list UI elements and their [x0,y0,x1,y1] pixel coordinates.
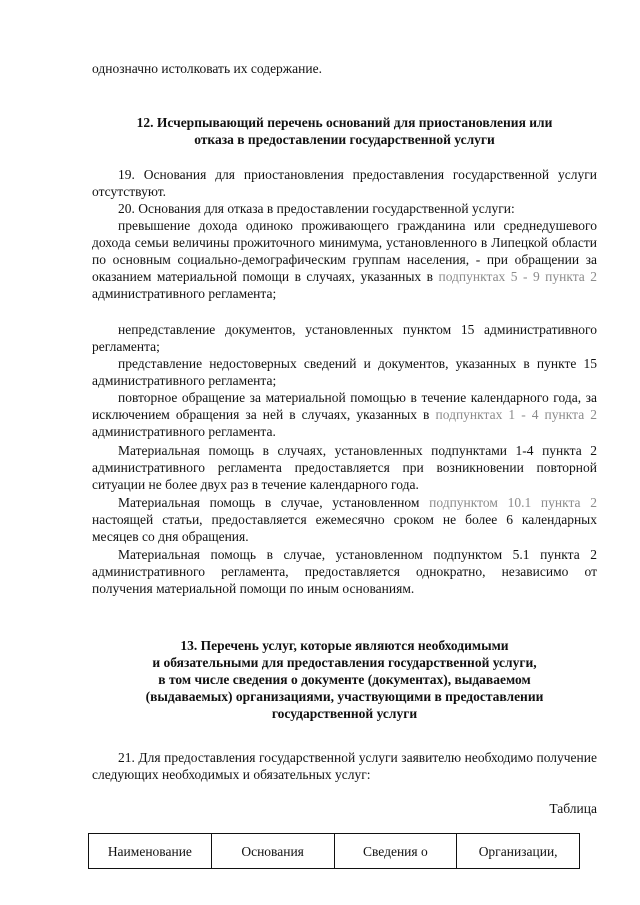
paragraph-material-2-tail: настоящей статьи, предоставляется ежемесячно сроком не более 6 календарных месяцев со дня обращения. [92,512,597,544]
section-13-heading-line4: (выдаваемых) организациями, участвующими в предоставлении [145,689,544,704]
table-header-cell: Сведения о [334,834,457,869]
services-table [88,833,580,869]
table-header-row [89,834,580,869]
section-12-heading-line2: отказа в предоставлении государственной услуги [194,132,495,147]
section-13-heading-line1: 13. Перечень услуг, которые являются необходимыми [180,638,509,653]
subclause-link[interactable]: подпунктом 10.1 пункта 2 [429,495,597,510]
paragraph-material-3: Материальная помощь в случае, установленном подпунктом 5.1 пункта 2 административного регламента, предоставляется однократно, независимо от получения материальной помощи по иным основаниям. [92,547,597,596]
paragraph-20-missing-docs: непредставление документов, установленных пунктом 15 административного регламента; [92,322,597,354]
subclause-link[interactable]: подпунктах 5 - 9 пункта 2 [438,269,597,284]
paragraph-19: 19. Основания для приостановления предоставления государственной услуги отсутствуют. [92,167,597,199]
paragraph-20-income-tail: административного регламента; [92,286,277,301]
paragraph-material-2-text: Материальная помощь в случае, установленном [118,495,430,510]
top-line: однозначно истолковать их содержание. [92,61,322,76]
paragraph-20-repeat-text: повторное обращение за материальной помощью в течение календарного года, за исключением обращения за ней в случаях, указанных в [92,390,597,422]
paragraph-20-income-text: превышение дохода одиноко проживающего гражданина или среднедушевого дохода семьи величины прожиточного минимума, установленного в Липецкой области по основным социально-демографическим группам населения, - при обращении за оказанием материальной помощи в случаях, указанных в [92,218,597,284]
paragraph-20-income [92,217,597,302]
paragraph-20-repeat [92,389,597,440]
paragraph-material-2 [92,494,597,545]
paragraph-20-repeat-tail: административного регламента. [92,424,276,439]
table-label: Таблица [549,801,597,816]
table-header-cell: Основания [211,834,334,869]
table-header-cell: Наименование [89,834,212,869]
section-13-heading-line3: в том числе сведения о документе (документах), выдаваемом [158,672,531,687]
paragraph-material-1: Материальная помощь в случаях, установленных подпунктами 1-4 пункта 2 административного регламента предоставляется при возникновении повторной ситуации не более двух раз в течение календарного года. [92,443,597,492]
section-13-heading-line2: и обязательными для предоставления государственной услуги, [152,655,537,670]
subclause-link[interactable]: подпунктах 1 - 4 пункта 2 [435,407,597,422]
paragraph-21: 21. Для предоставления государственной услуги заявителю необходимо получение следующих необходимых и обязательных услуг: [92,750,597,782]
paragraph-20: 20. Основания для отказа в предоставлении государственной услуги: [118,201,515,216]
section-13-heading-line5: государственной услуги [271,706,418,721]
section-12-heading-line1: 12. Исчерпывающий перечень оснований для приостановления или [136,115,553,130]
paragraph-20-false-info: представление недостоверных сведений и документов, указанных в пункте 15 административного регламента; [92,356,597,388]
table-header-cell: Организации, [457,834,580,869]
